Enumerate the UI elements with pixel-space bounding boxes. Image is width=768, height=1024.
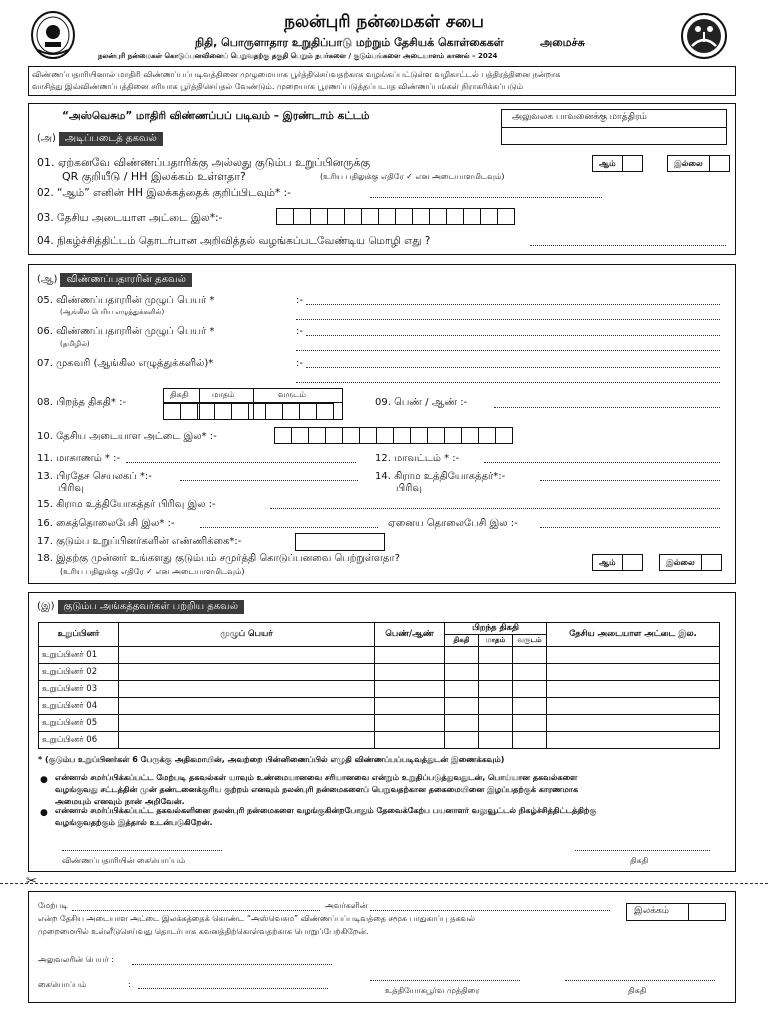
- q13-field[interactable]: [180, 480, 358, 481]
- dob-month-label: மாதம்: [212, 390, 235, 399]
- section-c-heading: [37, 600, 244, 614]
- receipt-line-2: என்ற தேசிய அடையாள அட்டை இலக்கத்தைக் கொண்ட “அஸ்வெசும” விண்ணப்பப்படிவத்தை சமூக பாதுகாப்பு தகவல்: [38, 914, 475, 923]
- q17-label: 17. குடும்ப உறுப்பினர்களின் எண்ணிக்கை*:-: [37, 536, 242, 547]
- member-cell[interactable]: [513, 681, 547, 698]
- officer-signature-field[interactable]: [138, 988, 328, 989]
- declaration-1-line-1: என்னால் சமர்ப்பிக்கப்பட்ட மேற்படி தகவல்கள் யாவும் உண்மையானவை சரியானவை என்றும் உறுதிப்படுத்துவதுடன், பொய்யான தகவல்களை: [55, 773, 578, 782]
- header-gender: பெண்/ஆண்: [375, 623, 445, 647]
- member-label: உறுப்பினர் 02: [39, 664, 119, 681]
- q06-label: 06. விண்ணப்பதாரரின் முழுப் பெயர் *: [37, 326, 215, 337]
- q05-colon: :-: [296, 295, 303, 306]
- header-name: முழுப் பெயர்: [119, 623, 375, 647]
- table-row: [39, 681, 720, 698]
- members-footnote: * (குடும்ப உறுப்பினர்கள் 6 பேருக்கு அதிகமாயின், அவற்றை பின்னிணைப்பில் எழுதி விண்ணப்பப்படிவத்துடன் இணைக்கவும்): [38, 755, 505, 764]
- section-a-title: அடிப்படைத் தகவல்: [59, 132, 163, 146]
- q01-no-checkbox[interactable]: [710, 155, 730, 172]
- table-row: [39, 664, 720, 681]
- officer-name-field[interactable]: [132, 964, 332, 965]
- scissors-icon: ✂: [26, 874, 37, 889]
- section-a-heading: [37, 132, 163, 146]
- member-cell[interactable]: [547, 732, 720, 749]
- receipt-date-label: திகதி: [628, 986, 647, 995]
- q16-label: 16. கைத்தொலைபேசி இல* :-: [37, 518, 175, 529]
- receipt-date-field[interactable]: [565, 980, 715, 981]
- official-seal-label: உத்தியோகபூர்வ முத்திரை: [385, 986, 480, 995]
- q10-label: 10. தேசிய அடையாள அட்டை இல* :-: [37, 431, 217, 442]
- member-cell[interactable]: [513, 698, 547, 715]
- member-cell[interactable]: [119, 681, 375, 698]
- receipt-number-divider: [688, 903, 689, 921]
- member-cell[interactable]: [513, 732, 547, 749]
- q18-no[interactable]: [659, 554, 722, 571]
- receipt-line-1-a: மேற்படி: [38, 901, 68, 910]
- q14-label: 14. கிராம உத்தியோகத்தர்*:-: [375, 471, 506, 482]
- q04-field[interactable]: [530, 245, 726, 246]
- q06-colon: :-: [296, 326, 303, 337]
- q01-label: 01. ஏற்கனவே விண்ணப்பதாரிக்கு அல்லது குடும்ப உறுப்பினருக்கு: [37, 156, 371, 169]
- applicant-date-label: திகதி: [630, 856, 649, 865]
- member-cell[interactable]: [119, 732, 375, 749]
- receipt-line-1-b: அவர்களின்: [325, 901, 368, 910]
- declaration-2-line-1: என்னால் சமர்ப்பிக்கப்பட்ட தகவல்களினை நலன்புரி நன்மைகளை வழங்குகின்றபோதும் தேவைக்கேற்ப பயனாளர் வலுவூட்டல் நிகழ்ச்சித்திட்டத்திற்கு: [55, 806, 597, 815]
- q07-field-1[interactable]: [306, 367, 720, 368]
- receipt-line-3: முறைமையில் உள்ளீடுசெய்வது தொடர்பாக கவனத்திற்கொள்வதற்காக பொறுப்பேற்கிறேன்.: [38, 927, 369, 936]
- section-b-heading: [37, 273, 192, 287]
- table-row: [39, 698, 720, 715]
- dob-cells[interactable]: [163, 403, 333, 420]
- declaration-2-line-2: வழங்குவதற்கும் இத்தால் உடன்படுகிறேன்.: [55, 818, 213, 827]
- member-label: உறுப்பினர் 04: [39, 698, 119, 715]
- section-b-title: விண்ணப்பதாரரின் தகவல்: [60, 273, 191, 287]
- q03-label: 03. தேசிய அடையாள அட்டை இல*:-: [37, 212, 223, 224]
- officer-signature-colon: :: [128, 980, 131, 989]
- member-cell[interactable]: [479, 664, 513, 681]
- declaration-1-line-2: வழங்குவது சட்டத்தின் முன் தண்டனைக்குரிய குற்றம் எனவும் நலன்புரி நன்மைகளைப் பெறுவதற்கான தகைமையினை இழப்பதற்குக் காரணமாக: [55, 785, 579, 794]
- office-use-divider: [501, 127, 727, 128]
- ministry-name: நிதி, பொருளாதார உறுதிப்பாடு மற்றும் தேசியக் கொள்கைகள்: [195, 36, 504, 49]
- member-label: உறுப்பினர் 01: [39, 647, 119, 664]
- member-cell[interactable]: [547, 681, 720, 698]
- member-cell[interactable]: [119, 647, 375, 664]
- q18-label: 18. இதற்கு முன்னர் உங்களது குடும்பம் சமுர்த்தி கொடுப்பனவை பெற்றுள்ளதா?: [37, 553, 400, 564]
- member-cell[interactable]: [547, 698, 720, 715]
- applicant-date-field[interactable]: [575, 850, 710, 851]
- header-month: மாதம்: [479, 635, 513, 647]
- instructions-line-1: விண்ணப்பதாரியினால் மாதிரி விண்ணப்பப்படிவத்தினை முழுமையாக பூர்த்திசெய்வதற்காக வழங்கப்பட்டுள்ள வழிகாட்டல் பத்திரத்தினை நன்றாக: [32, 70, 561, 79]
- member-cell[interactable]: [445, 681, 479, 698]
- q18-yes[interactable]: [592, 554, 643, 571]
- q13-label-2: பிரிவு: [58, 483, 84, 494]
- q04-label: 04. நிகழ்ச்சித்திட்டம் தொடர்பான அறிவித்தல் வழங்கப்படவேண்டிய மொழி எது ?: [37, 235, 431, 247]
- gazette-line: நலன்புரி நன்மைகள் கொடுப்பனவினைப் பெறுவதற்கு தகுதி பெறும் நபர்களை / குடும்பங்களை அடையாளம் காணல் – 2024: [98, 52, 498, 60]
- section-a-letter: (அ): [37, 133, 56, 144]
- header-year: வருடம்: [513, 635, 547, 647]
- q05-hint: (ஆங்கில பெரிய எழுத்துக்களில்): [60, 308, 165, 316]
- q01-yes-checkbox[interactable]: [623, 155, 643, 172]
- members-table: [38, 622, 720, 749]
- member-cell[interactable]: [375, 681, 445, 698]
- q01-label-2: QR குறியீடு / HH இலக்கம் உள்ளதா?: [62, 170, 246, 183]
- member-cell[interactable]: [445, 732, 479, 749]
- q05-field-1[interactable]: [306, 304, 720, 305]
- bullet-2: ●: [40, 808, 48, 818]
- member-cell[interactable]: [479, 698, 513, 715]
- q09-label: 09. பெண் / ஆண் :-: [375, 397, 468, 408]
- member-cell[interactable]: [375, 647, 445, 664]
- q08-label: 08. பிறந்த திகதி* :-: [37, 397, 127, 408]
- q07-field-2[interactable]: [296, 382, 720, 383]
- q16-field[interactable]: [200, 527, 378, 528]
- member-cell[interactable]: [547, 647, 720, 664]
- dob-day-label: திகதி: [170, 390, 189, 399]
- cut-line: [0, 883, 768, 884]
- q05-field-2[interactable]: [296, 319, 720, 320]
- member-cell[interactable]: [445, 664, 479, 681]
- member-cell[interactable]: [479, 681, 513, 698]
- q01-hint: (உரிய பதிலுக்கு எதிரே ✓ என அடையாளமிடவும்): [320, 172, 505, 181]
- q15-label: 15. கிராம உத்தியோகத்தர் பிரிவு இல :-: [37, 499, 216, 510]
- member-cell[interactable]: [375, 698, 445, 715]
- q16-other-field[interactable]: [540, 527, 720, 528]
- q18-no-label: இல்லை: [659, 554, 702, 571]
- q06-field-1[interactable]: [306, 335, 720, 336]
- member-cell[interactable]: [119, 664, 375, 681]
- q01-yes-label: ஆம்: [592, 155, 623, 172]
- member-cell[interactable]: [479, 732, 513, 749]
- declaration-1-line-3: அமையும் எனவும் நான் அறிவேன்.: [55, 797, 185, 806]
- q09-field[interactable]: [494, 407, 720, 408]
- receipt-nic-field[interactable]: [370, 910, 610, 911]
- q07-colon: :-: [296, 358, 303, 369]
- section-b-letter: (ஆ): [37, 274, 58, 285]
- q13-label: 13. பிரதேச செயலகப் *:-: [37, 471, 152, 482]
- q17-field[interactable]: [295, 533, 385, 551]
- q18-no-checkbox[interactable]: [702, 554, 722, 571]
- receipt-applicant-field[interactable]: [72, 910, 320, 911]
- table-row: [39, 647, 720, 664]
- applicant-signature-label: விண்ணப்பதாரியின் கையொப்பம்: [62, 856, 186, 865]
- q06-hint: (தமிழில்): [60, 340, 90, 348]
- officer-name-label: அலுவலரின் பெயர் :: [38, 955, 114, 964]
- member-cell[interactable]: [547, 664, 720, 681]
- q18-hint: (உரிய பதிலுக்கு எதிரே ✓ என அடையாளமிடவும்): [60, 567, 245, 576]
- q18-yes-label: ஆம்: [592, 554, 623, 571]
- q14-label-2: பிரிவு: [396, 483, 422, 494]
- member-cell[interactable]: [479, 647, 513, 664]
- ministry-suffix: அமைச்சு: [540, 36, 585, 49]
- member-cell[interactable]: [445, 698, 479, 715]
- header-dob: பிறந்த திகதி: [445, 623, 547, 635]
- q06-field-2[interactable]: [296, 350, 720, 351]
- table-row: [39, 715, 720, 732]
- table-row: [39, 732, 720, 749]
- q14-field[interactable]: [540, 480, 720, 481]
- applicant-signature-field[interactable]: [62, 850, 222, 851]
- member-cell[interactable]: [375, 732, 445, 749]
- section-c-title: குடும்ப அங்கத்தவர்கள் பற்றிய தகவல்: [58, 600, 245, 614]
- q05-label: 05. விண்ணப்பதாரரின் முழுப் பெயர் *: [37, 295, 215, 306]
- header-day: திகதி: [445, 635, 479, 647]
- member-cell[interactable]: [479, 715, 513, 732]
- member-cell[interactable]: [513, 647, 547, 664]
- header-nic: தேசிய அடையாள அட்டை இல.: [547, 623, 720, 647]
- section-c-letter: (இ): [37, 601, 55, 612]
- q01-no-label: இல்லை: [667, 155, 710, 172]
- member-cell[interactable]: [547, 715, 720, 732]
- member-cell[interactable]: [119, 698, 375, 715]
- office-use-label: அலுவலக பாவனைக்கு மாத்திரம்: [512, 112, 647, 122]
- q07-label: 07. முகவரி (ஆங்கில எழுத்துக்களில்)*: [37, 358, 214, 369]
- header-member: உறுப்பினர்: [39, 623, 119, 647]
- member-cell[interactable]: [375, 664, 445, 681]
- q16-other-label: ஏனைய தொலைபேசி இல :-: [388, 518, 518, 529]
- q01-no[interactable]: [667, 155, 730, 172]
- receipt-number-label: இலக்கம்: [634, 906, 669, 916]
- q12-label: 12. மாவட்டம் * :-: [375, 453, 460, 464]
- q11-field[interactable]: [126, 462, 356, 463]
- bullet-1: ●: [40, 775, 48, 785]
- member-label: உறுப்பினர் 06: [39, 732, 119, 749]
- dob-year-label: வருடம்: [278, 390, 306, 399]
- member-cell[interactable]: [513, 715, 547, 732]
- q18-yes-checkbox[interactable]: [623, 554, 643, 571]
- member-cell[interactable]: [119, 715, 375, 732]
- q02-field[interactable]: [370, 197, 602, 198]
- instructions-line-2: வாசித்து இவ்விண்ணப்பத்தினை சரியாக பூர்த்திசெய்தல் வேண்டும். முறையாக பூரணப்படுத்தப்படாத விண்ணப்பங்கள் நிராகரிக்கப்படும்: [32, 82, 524, 91]
- q01-yes[interactable]: [592, 155, 643, 172]
- q02-label: 02. “ஆம்” எனின் HH இலக்கத்தைக் குறிப்பிடவும்* :-: [37, 187, 291, 199]
- member-cell[interactable]: [445, 647, 479, 664]
- member-cell[interactable]: [513, 664, 547, 681]
- q12-field[interactable]: [484, 462, 720, 463]
- member-label: உறுப்பினர் 05: [39, 715, 119, 732]
- q03-nic-cells[interactable]: [276, 208, 514, 225]
- page-title: நலன்புரி நன்மைகள் சபை: [284, 12, 484, 32]
- q15-field[interactable]: [270, 508, 720, 509]
- member-label: உறுப்பினர் 03: [39, 681, 119, 698]
- member-cell[interactable]: [375, 715, 445, 732]
- q11-label: 11. மாகாணம் * :-: [37, 453, 121, 464]
- officer-signature-label: கையொப்பம்: [38, 980, 87, 989]
- form-title: “அஸ்வெசும” மாதிரி விண்ணப்பப் படிவம் – இரண்டாம் கட்டம்: [62, 110, 370, 122]
- official-seal-field[interactable]: [370, 980, 520, 981]
- q10-nic-cells[interactable]: [274, 427, 512, 444]
- member-cell[interactable]: [445, 715, 479, 732]
